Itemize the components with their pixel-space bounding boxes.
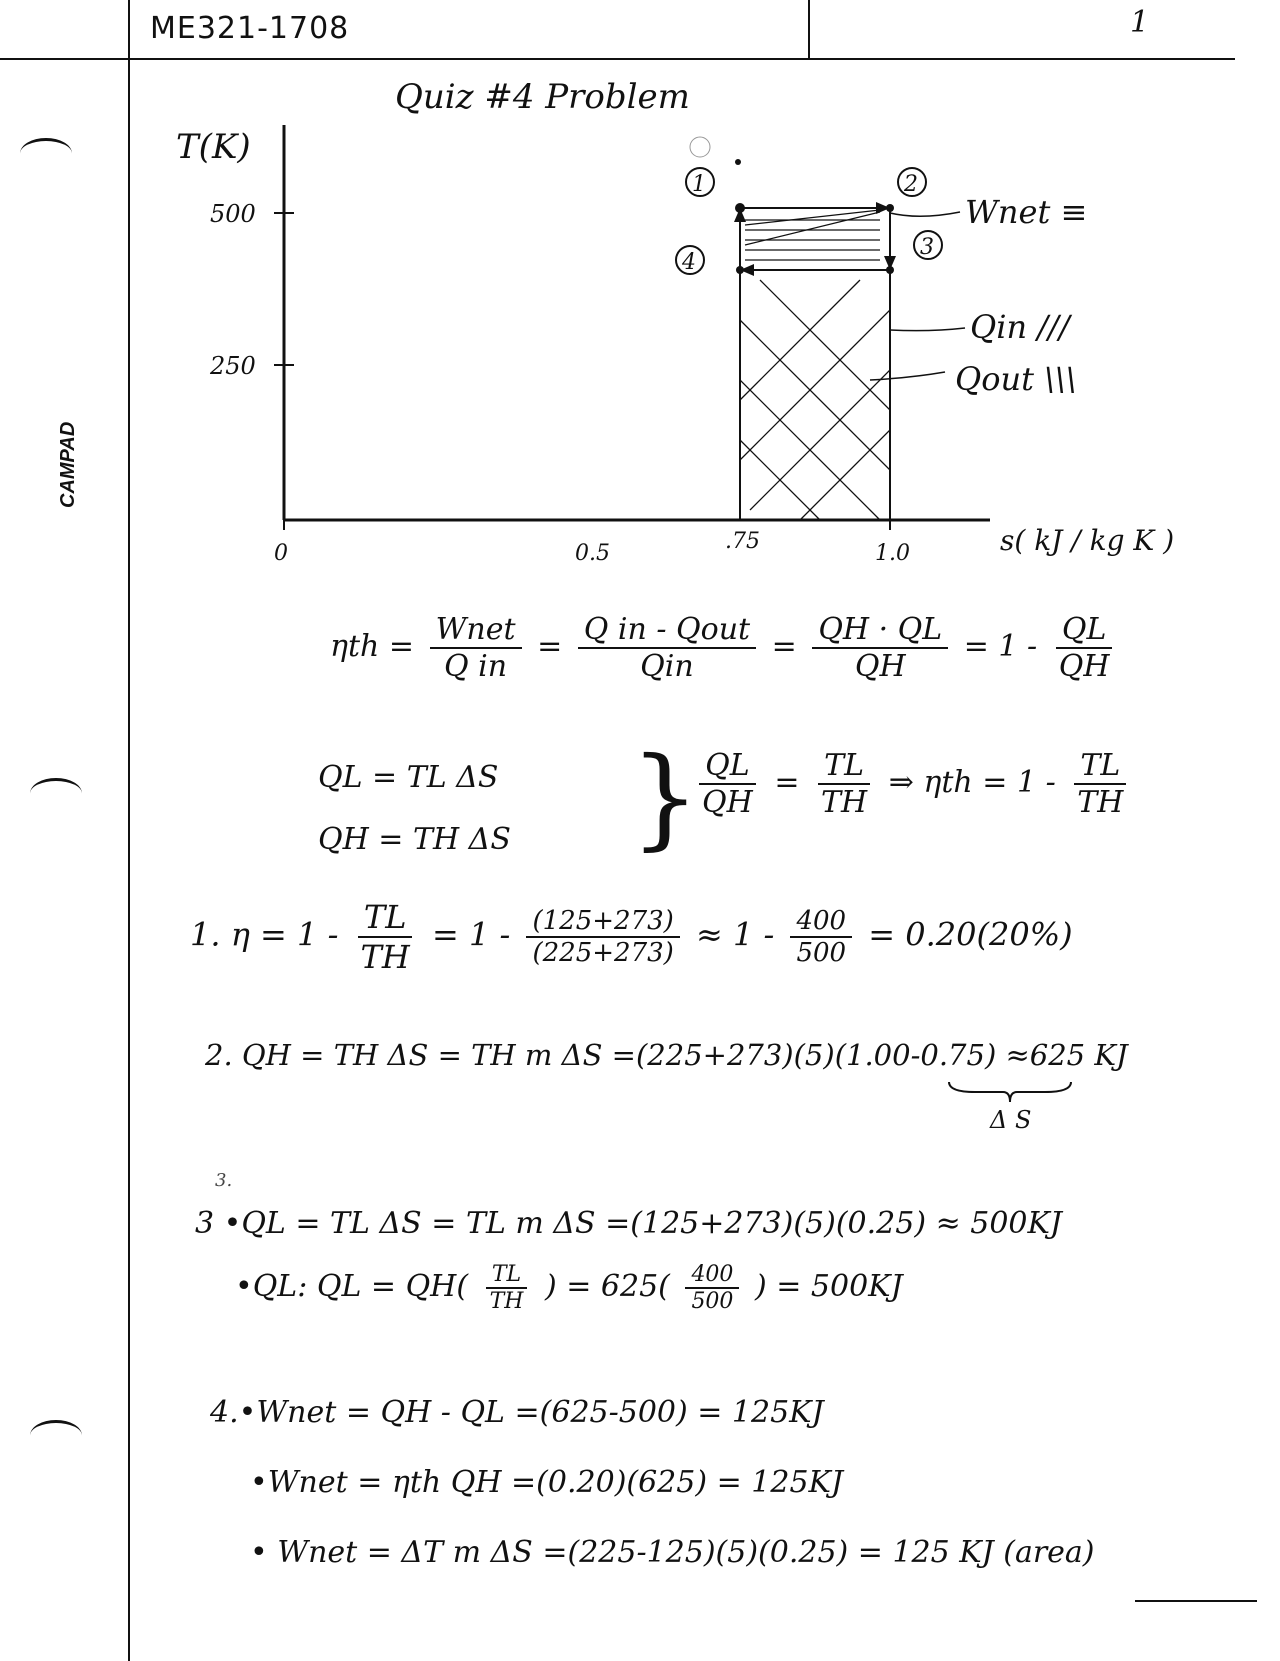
s3-marker: 3.	[215, 1170, 233, 1191]
state-label-4: 4	[682, 250, 696, 275]
s3-prefix: •QL: QL = QH(	[235, 1269, 469, 1304]
solution-4-line-3: • Wnet = ΔT m ΔS =(225-125)(5)(0.25) = 125 KJ (area)	[250, 1535, 1095, 1570]
y-tick-250: 250	[210, 352, 256, 380]
frac-num: 400	[685, 1262, 739, 1289]
campad-logo: CAMPAD	[57, 421, 79, 508]
frac-num: TL	[358, 898, 413, 938]
state-label-1: 1	[692, 172, 706, 197]
solution-2: 2. QH = TH ΔS = TH m ΔS =(225+273)(5)(1.00-0.75) ≈625 KJ	[205, 1038, 1128, 1072]
frac-num: TL	[818, 748, 870, 785]
solution-4-line-1: 4.•Wnet = QH - QL =(625-500) = 125KJ	[210, 1395, 824, 1430]
frac-den: QH	[702, 785, 753, 820]
s1-approx: ≈ 1 -	[695, 915, 775, 954]
header-divider	[808, 0, 810, 60]
ratio-tail: ⇒ ηth = 1 -	[888, 765, 1056, 800]
frac-den: TH	[1077, 785, 1124, 820]
frac-num: TL	[486, 1262, 527, 1289]
frac-num: Wnet	[430, 612, 522, 649]
state-point-2	[886, 204, 894, 212]
state-point-1	[735, 203, 745, 213]
fraction	[1053, 612, 1116, 684]
s3-mid: ) = 625(	[545, 1269, 670, 1304]
fraction	[430, 612, 522, 684]
state-point-3	[886, 266, 894, 274]
hatch-region	[740, 210, 890, 520]
s3-end: ) = 500KJ	[754, 1269, 903, 1304]
legend-qin: Qin ///	[970, 308, 1070, 346]
eta-lhs: ηth =	[330, 629, 415, 664]
frac-den: TH	[360, 938, 410, 976]
s1-result: = 0.20(20%)	[868, 915, 1073, 954]
state-label-2: 2	[904, 172, 918, 197]
frac-num: QL	[699, 748, 756, 785]
binder-hole-mark	[30, 1420, 82, 1451]
page-title: Quiz #4 Problem	[395, 77, 690, 117]
frac-den: Q in	[444, 649, 508, 684]
header-rule	[0, 58, 1235, 60]
frac-den: QH	[1058, 649, 1110, 684]
frac-den: QH	[854, 649, 906, 684]
x-axis-label: s( kJ / kg K )	[1000, 524, 1175, 557]
x-tick-075: .75	[725, 529, 760, 554]
s1-mid: = 1 -	[431, 915, 511, 954]
fraction	[815, 748, 873, 820]
frac-num: (125+273)	[526, 906, 679, 938]
fraction	[812, 612, 948, 684]
y-axis-label: T(K)	[176, 127, 251, 167]
ts-diagram	[0, 100, 1280, 700]
frac-den: 500	[796, 938, 847, 968]
fraction	[1071, 748, 1129, 820]
course-code: ME321-1708	[150, 11, 350, 46]
x-tick-0: 0	[274, 541, 288, 566]
fraction	[484, 1262, 530, 1314]
frac-den: Qin	[640, 649, 694, 684]
state-label-3: 3	[920, 235, 934, 260]
fraction	[685, 1262, 739, 1314]
y-tick-500: 500	[210, 200, 256, 228]
qh-relation: QH = TH ΔS	[318, 822, 511, 857]
x-tick-10: 1.0	[875, 541, 910, 566]
solution-3-line-1: 3 •QL = TL ΔS = TL m ΔS =(125+273)(5)(0.25) ≈ 500KJ	[195, 1206, 1062, 1241]
frac-den: TH	[489, 1289, 524, 1314]
frac-den: (225+273)	[532, 938, 674, 968]
delta-s-label: Δ S	[990, 1106, 1032, 1134]
solution-3-line-2	[235, 1262, 903, 1314]
brace: }	[630, 733, 700, 861]
underbrace	[945, 1078, 1075, 1108]
s1-prefix: 1. η = 1 -	[190, 915, 339, 954]
binder-hole-mark	[30, 778, 82, 809]
solution-4-line-2: •Wnet = ηth QH =(0.20)(625) = 125KJ	[250, 1465, 843, 1500]
eta-tail: = 1 -	[963, 629, 1038, 664]
eta-definition: ηth = $\frac{\text{Wnet}}{\text{Q in}}$ = $\frac{\text{Q in - Qout}}{\text{Qin}}$ = $\frac{QH \cdot QL}{QH}$ = 1 - $\frac{QL}{QH}$	[330, 612, 1122, 684]
frac-num: TL	[1074, 748, 1126, 785]
frac-num: Q in - Qout	[578, 612, 756, 649]
solution-1	[190, 898, 1073, 976]
ratio-relation: $\frac{QL}{QH}$ = $\frac{TL}{TH}$ ⇒ ηth = 1 - $\frac{TL}{TH}$	[690, 748, 1135, 820]
fraction	[578, 612, 756, 684]
legend-qout: Qout \\\	[955, 360, 1077, 398]
fraction	[696, 748, 759, 820]
fraction	[355, 898, 416, 976]
ql-relation: QL = TL ΔS	[318, 760, 499, 795]
frac-num: 400	[790, 906, 852, 938]
x-tick-05: 0.5	[575, 541, 610, 566]
fraction	[790, 906, 852, 968]
frac-num: QL	[1056, 612, 1113, 649]
fraction	[526, 906, 679, 968]
frac-den: TH	[821, 785, 868, 820]
state-point-4	[736, 266, 744, 274]
legend-wnet: Wnet ≡	[965, 193, 1088, 231]
page-number: 1	[1130, 5, 1150, 40]
frac-num: QH · QL	[812, 612, 948, 649]
footer-rule	[1135, 1600, 1257, 1602]
frac-den: 500	[691, 1289, 734, 1314]
